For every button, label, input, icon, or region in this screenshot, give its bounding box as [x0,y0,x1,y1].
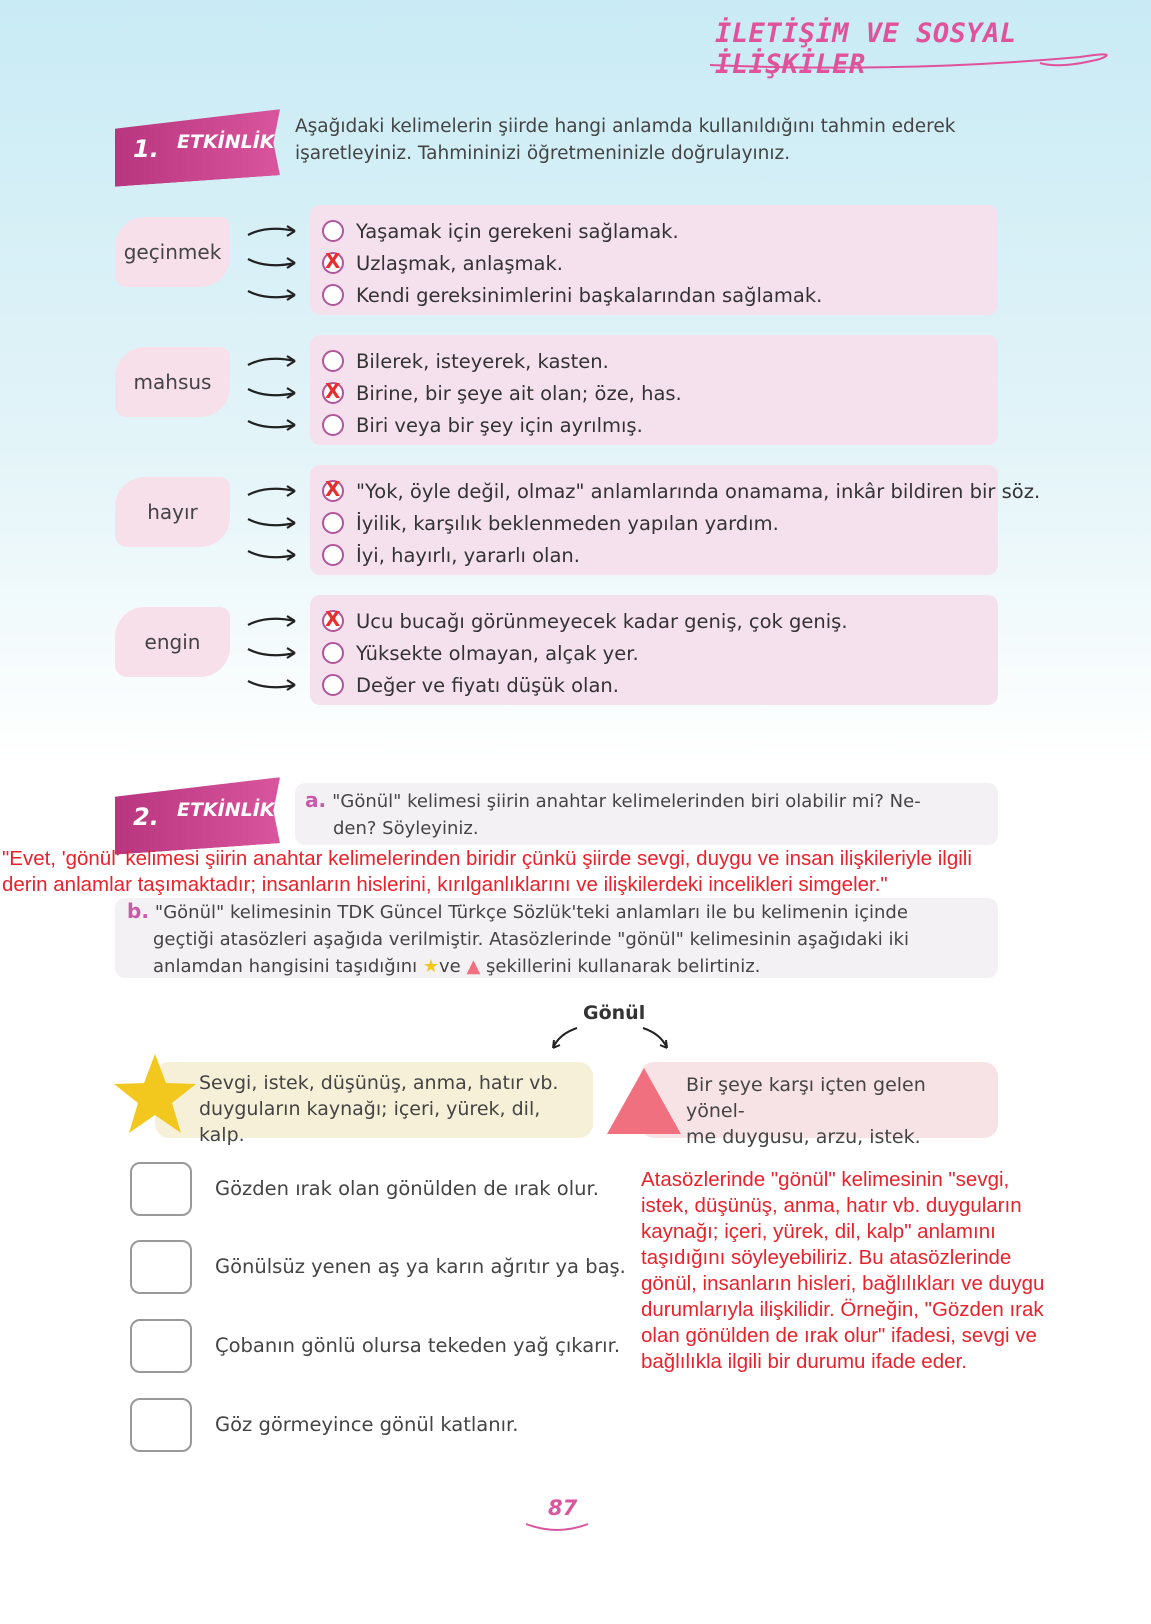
arrow-icon [245,611,300,631]
question-text: ve [438,956,461,977]
option-text: Uzlaşmak, anlaşmak. [356,251,563,275]
activity1-instruction [295,113,955,167]
arrow-icon [245,351,300,371]
answer-line: taşıdığını söyleyebiliriz. Bu atasözlerinde [641,1246,1012,1269]
radio-circle-icon[interactable] [322,220,344,242]
option-text: Biri veya bir şey için ayrılmış. [356,413,643,437]
option-text: Yüksekte olmayan, alçak yer. [356,641,639,665]
proverb-text: Gönülsüz yenen aş ya karın ağrıtır ya baş. [215,1255,626,1278]
option-radio[interactable] [322,509,779,537]
meaning-text: Bir şeye karşı içten gelen yönel- [686,1074,926,1122]
diagram-title: Gönül [583,1002,646,1024]
star-icon [112,1052,198,1136]
instruction-line: Aşağıdaki kelimelerin şiirde hangi anlamda kullanıldığını tahmin ederek [295,116,956,137]
radio-circle-icon[interactable] [322,674,344,696]
question-letter: b. [127,899,149,923]
option-text: "Yok, öyle değil, olmaz" anlamlarında onamama, inkâr bildiren bir söz. [356,479,1041,503]
radio-circle-icon[interactable] [322,284,344,306]
answer-line: kaynağı; içeri, yürek, dil, kalp" anlamını [641,1220,996,1243]
radio-circle-icon[interactable] [322,512,344,534]
answer-checkbox[interactable] [130,1319,192,1373]
meaning-star-box [155,1062,593,1146]
answer-line: durumlarıyla ilişkilidir. Örneğin, "Gözden ırak [641,1298,1044,1321]
option-text: İyilik, karşılık beklenmeden yapılan yardım. [356,511,779,535]
arrow-icon [245,545,300,565]
arrow-icon [245,675,300,695]
radio-circle-icon[interactable] [322,642,344,664]
radio-circle-icon[interactable] [322,544,344,566]
question-text: geçtiği atasözleri aşağıda verilmiştir. Atasözlerinde "gönül" kelimesinin aşağıdaki iki [153,929,909,950]
answer-line: gönül, insanların hisleri, bağlılıkları ve duygu [641,1272,1045,1295]
answer-a [2,846,972,898]
radio-circle-icon[interactable] [322,477,344,502]
option-radio[interactable] [322,347,609,375]
radio-circle-icon[interactable] [322,379,344,404]
question-text: "Gönül" kelimesinin TDK Güncel Türkçe Sözlük'teki anlamları ile bu kelimenin içinde [154,902,908,923]
question-text: den? Söyleyiniz. [333,818,479,839]
radio-circle-icon[interactable] [322,350,344,372]
meaning-triangle-box [640,1062,998,1148]
option-radio[interactable] [322,379,682,407]
radio-circle-icon[interactable] [322,414,344,436]
option-radio[interactable] [322,217,679,245]
arrow-icon [245,285,300,305]
arrow-icon [245,221,300,241]
option-text: İyi, hayırlı, yararlı olan. [356,543,580,567]
question-text: "Gönül" kelimesi şiirin anahtar kelimelerinden biri olabilir mi? Ne- [332,791,921,812]
activity2-badge [115,783,280,851]
answer-line: Atasözlerinde "gönül" kelimesinin "sevgi, [641,1168,1010,1191]
arrow-icon [245,253,300,273]
branch-arrows-icon [545,1020,675,1054]
arrow-icon [245,481,300,501]
answer-b [641,1167,1044,1375]
option-text: Yaşamak için gerekeni sağlamak. [356,219,679,243]
word-label: engin [115,607,230,677]
answer-line: derin anlamlar taşımaktadır; insanların hislerini, kırılganlıklarını ve ilişkilerdeki incelikleri simgeler." [2,873,888,896]
option-text: Ucu bucağı görünmeyecek kadar geniş, çok geniş. [356,609,848,633]
meaning-text: duyguların kaynağı; içeri, yürek, dil, kalp. [199,1098,541,1146]
page-number-swoosh [522,1518,592,1536]
question-letter: a. [305,788,327,812]
activity1-badge [115,115,280,183]
option-radio[interactable] [322,607,848,635]
triangle-icon [605,1066,683,1136]
answer-checkbox[interactable] [130,1398,192,1452]
option-radio[interactable] [322,411,643,439]
proverb-text: Gözden ırak olan gönülden de ırak olur. [215,1177,599,1200]
answer-line: istek, düşünüş, anma, hatır vb. duyguların [641,1194,1022,1217]
option-radio[interactable] [322,249,563,277]
word-label: mahsus [115,347,230,417]
instruction-line: işaretleyiniz. Tahmininizi öğretmeninizle doğrulayınız. [295,143,791,164]
radio-circle-icon[interactable] [322,607,344,632]
activity-number: 2. [133,803,159,831]
option-radio[interactable] [322,671,619,699]
section-header: İLETİŞİM VE SOSYAL İLİŞKİLER [715,18,1017,80]
check-mark: X [325,477,341,501]
arrow-icon [245,383,300,403]
triangle-icon: ▲ [466,956,481,977]
arrow-icon [245,643,300,663]
word-label: geçinmek [115,217,230,287]
option-radio[interactable] [322,639,639,667]
page-number: 87 [548,1496,578,1520]
option-text: Değer ve fiyatı düşük olan. [356,673,619,697]
check-mark: X [325,607,341,631]
answer-line: bağlılıkla ilgili bir durumu ifade eder. [641,1350,967,1373]
question-b [115,898,998,978]
option-radio[interactable] [322,281,822,309]
activity-number: 1. [133,135,159,163]
option-text: Bilerek, isteyerek, kasten. [356,349,609,373]
answer-checkbox[interactable] [130,1240,192,1294]
star-icon: ★ [422,956,439,977]
arrow-icon [245,415,300,435]
activity-label: ETKİNLİK [177,799,275,821]
option-text: Kendi gereksinimlerini başkalarından sağlamak. [356,283,823,307]
option-radio[interactable] [322,477,1040,505]
question-text: şekillerini kullanarak belirtiniz. [486,956,761,977]
option-radio[interactable] [322,541,580,569]
option-text: Birine, bir şeye ait olan; öze, has. [356,381,682,405]
proverb-text: Çobanın gönlü olursa tekeden yağ çıkarır. [215,1334,621,1357]
proverb-text: Göz görmeyince gönül katlanır. [215,1413,519,1436]
answer-line: "Evet, 'gönül' kelimesi şiirin anahtar kelimelerinden biridir çünkü şiirde sevgi, duygu ve insan ilişkileriyle ilgili [2,847,972,870]
check-mark: X [325,249,341,273]
meaning-text: Sevgi, istek, düşünüş, anma, hatır vb. [199,1072,559,1094]
check-mark: X [325,379,341,403]
question-text: anlamdan hangisini taşıdığını [153,956,418,977]
meaning-text: me duygusu, arzu, istek. [686,1126,921,1148]
activity-label: ETKİNLİK [177,131,275,153]
radio-circle-icon[interactable] [322,249,344,274]
answer-line: olan gönülden de ırak olur" ifadesi, sevgi ve [641,1324,1037,1347]
answer-checkbox[interactable] [130,1162,192,1216]
question-a [295,783,998,845]
header-swoosh [700,45,1120,75]
arrow-icon [245,513,300,533]
word-label: hayır [115,477,230,547]
